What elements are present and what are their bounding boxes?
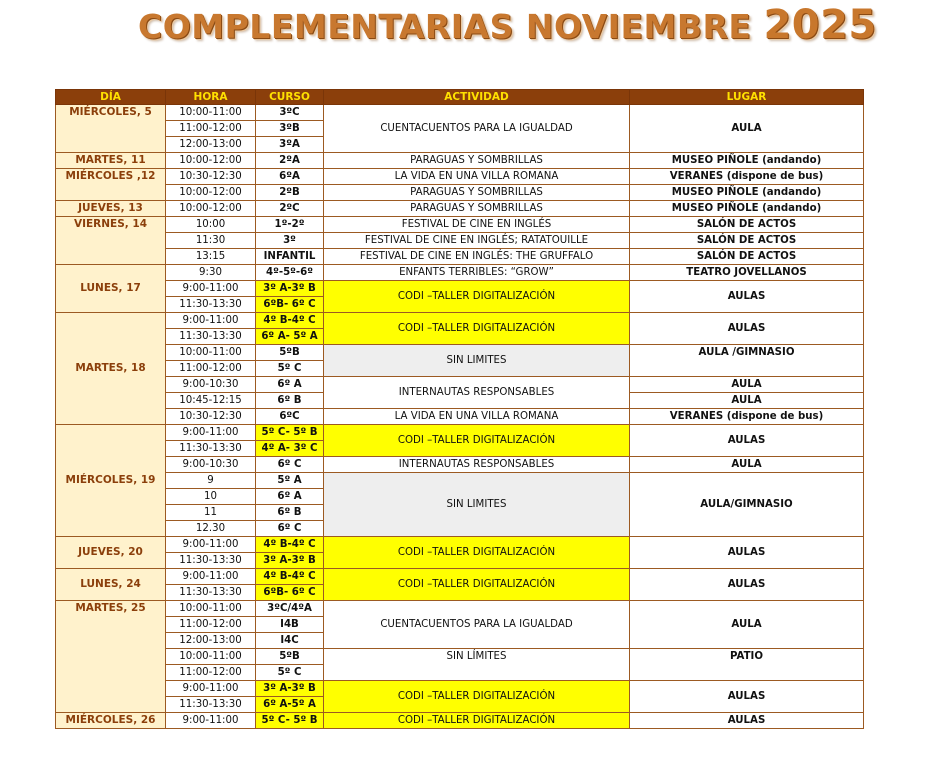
- hora-cell: 11:00-12:00: [166, 121, 256, 137]
- lugar-cell: SALÓN DE ACTOS: [630, 217, 864, 233]
- actividad-cell: LA VIDA EN UNA VILLA ROMANA: [324, 409, 630, 425]
- table-row: [56, 537, 864, 553]
- table-row: [56, 713, 864, 729]
- curso-cell: 6º C: [256, 521, 324, 537]
- actividad-cell: PARAGUAS Y SOMBRILLAS: [324, 153, 630, 169]
- hora-cell: 9:00-11:00: [166, 425, 256, 441]
- hora-cell: 9:00-11:00: [166, 713, 256, 729]
- curso-cell: 6ºB- 6º C: [256, 297, 324, 313]
- curso-cell: I4C: [256, 633, 324, 649]
- hora-cell: 10:00-12:00: [166, 201, 256, 217]
- lugar-cell: AULA/GIMNASIO: [630, 473, 864, 537]
- curso-cell: 6ºB- 6º C: [256, 585, 324, 601]
- hora-cell: 11:30-13:30: [166, 297, 256, 313]
- hora-cell: 10:45-12:15: [166, 393, 256, 409]
- curso-cell: 3ºB: [256, 121, 324, 137]
- hora-cell: 11:00-12:00: [166, 665, 256, 681]
- hora-cell: 10: [166, 489, 256, 505]
- day-cell: LUNES, 17: [56, 265, 166, 313]
- header-lugar: LUGAR: [630, 90, 864, 105]
- curso-cell: 5º C- 5º B: [256, 713, 324, 729]
- hora-cell: 9:00-10:30: [166, 377, 256, 393]
- lugar-cell: MUSEO PIÑOLE (andando): [630, 201, 864, 217]
- hora-cell: 11:30-13:30: [166, 553, 256, 569]
- curso-cell: 5º C: [256, 361, 324, 377]
- lugar-cell: AULAS: [630, 281, 864, 313]
- hora-cell: 10:30-12:30: [166, 169, 256, 185]
- curso-cell: 3ºA: [256, 137, 324, 153]
- table-row: [56, 473, 864, 489]
- day-cell: MIÉRCOLES, 19: [56, 425, 166, 537]
- day-cell: MIÉRCOLES, 5: [56, 105, 166, 153]
- table-row: [56, 169, 864, 185]
- lugar-cell: AULAS: [630, 537, 864, 569]
- table-row: [56, 601, 864, 617]
- table-row: [56, 425, 864, 441]
- hora-cell: 9: [166, 473, 256, 489]
- day-cell: VIERNES, 14: [56, 217, 166, 265]
- curso-cell: 5º A: [256, 473, 324, 489]
- lugar-cell: TEATRO JOVELLANOS: [630, 265, 864, 281]
- hora-cell: 9:00-11:00: [166, 537, 256, 553]
- hora-cell: 9:00-11:00: [166, 313, 256, 329]
- actividad-cell: CUENTACUENTOS PARA LA IGUALDAD: [324, 601, 630, 649]
- curso-cell: 4º-5º-6º: [256, 265, 324, 281]
- lugar-cell: SALÓN DE ACTOS: [630, 233, 864, 249]
- curso-cell: 6º B: [256, 393, 324, 409]
- table-row: [56, 281, 864, 297]
- lugar-cell: AULA: [630, 393, 864, 409]
- day-cell: MARTES, 11: [56, 153, 166, 169]
- hora-cell: 9:00-10:30: [166, 457, 256, 473]
- hora-cell: 9:00-11:00: [166, 681, 256, 697]
- table-row: [56, 153, 864, 169]
- header-actividad: ACTIVIDAD: [324, 90, 630, 105]
- day-cell: JUEVES, 13: [56, 201, 166, 217]
- lugar-cell: AULAS: [630, 569, 864, 601]
- header-curso: CURSO: [256, 90, 324, 105]
- curso-cell: 6º A: [256, 377, 324, 393]
- lugar-cell: AULA: [630, 377, 864, 393]
- actividad-cell: FESTIVAL DE CINE EN INGLÉS: THE GRUFFALO: [324, 249, 630, 265]
- day-cell: MARTES, 25: [56, 601, 166, 713]
- curso-cell: 5ºB: [256, 649, 324, 665]
- lugar-cell: AULA /GIMNASIO: [630, 345, 864, 377]
- hora-cell: 10:00-12:00: [166, 185, 256, 201]
- header-hora: HORA: [166, 90, 256, 105]
- curso-cell: 5º C: [256, 665, 324, 681]
- actividad-cell: CODI –TALLER DIGITALIZACIÓN: [324, 681, 630, 713]
- header-dia: DÍA: [56, 90, 166, 105]
- hora-cell: 10:00-12:00: [166, 153, 256, 169]
- lugar-cell: VERANES (dispone de bus): [630, 169, 864, 185]
- table-row: [56, 649, 864, 665]
- table-row: [56, 265, 864, 281]
- table-row: [56, 569, 864, 585]
- actividad-cell: SIN LÍMITES: [324, 649, 630, 681]
- lugar-cell: PATIO: [630, 649, 864, 681]
- table-row: [56, 201, 864, 217]
- hora-cell: 11:00-12:00: [166, 617, 256, 633]
- actividad-cell: PARAGUAS Y SOMBRILLAS: [324, 185, 630, 201]
- curso-cell: 2ºC: [256, 201, 324, 217]
- hora-cell: 9:00-11:00: [166, 281, 256, 297]
- hora-cell: 12:00-13:00: [166, 633, 256, 649]
- curso-cell: 4º B-4º C: [256, 313, 324, 329]
- curso-cell: 6º B: [256, 505, 324, 521]
- actividad-cell: CODI –TALLER DIGITALIZACIÓN: [324, 425, 630, 457]
- lugar-cell: AULA: [630, 457, 864, 473]
- curso-cell: 4º B-4º C: [256, 537, 324, 553]
- actividad-cell: SIN LIMITES: [324, 473, 630, 537]
- hora-cell: 10:30-12:30: [166, 409, 256, 425]
- actividad-cell: SIN LIMITES: [324, 345, 630, 377]
- curso-cell: I4B: [256, 617, 324, 633]
- curso-cell: 4º B-4º C: [256, 569, 324, 585]
- title-year: 2025: [763, 2, 877, 48]
- hora-cell: 10:00-11:00: [166, 601, 256, 617]
- actividad-cell: CODI –TALLER DIGITALIZACIÓN: [324, 281, 630, 313]
- day-cell: JUEVES, 20: [56, 537, 166, 569]
- curso-cell: 3º A-3º B: [256, 681, 324, 697]
- table-row: [56, 377, 864, 393]
- table-row: [56, 217, 864, 233]
- actividad-cell: FESTIVAL DE CINE EN INGLÉS; RATATOUILLE: [324, 233, 630, 249]
- hora-cell: 11:30: [166, 233, 256, 249]
- table-row: [56, 185, 864, 201]
- curso-cell: INFANTIL: [256, 249, 324, 265]
- curso-cell: 6º A-5º A: [256, 697, 324, 713]
- actividad-cell: FESTIVAL DE CINE EN INGLÉS: [324, 217, 630, 233]
- actividad-cell: CODI –TALLER DIGITALIZACIÓN: [324, 569, 630, 601]
- hora-cell: 10:00: [166, 217, 256, 233]
- lugar-cell: SALÓN DE ACTOS: [630, 249, 864, 265]
- table-row: [56, 233, 864, 249]
- actividad-cell: PARAGUAS Y SOMBRILLAS: [324, 201, 630, 217]
- lugar-cell: AULA: [630, 601, 864, 649]
- curso-cell: 6ºC: [256, 409, 324, 425]
- table-row: [56, 345, 864, 361]
- hora-cell: 10:00-11:00: [166, 345, 256, 361]
- table-row: [56, 105, 864, 121]
- curso-cell: 3ºC/4ºA: [256, 601, 324, 617]
- lugar-cell: AULAS: [630, 681, 864, 713]
- curso-cell: 3ºC: [256, 105, 324, 121]
- actividad-cell: LA VIDA EN UNA VILLA ROMANA: [324, 169, 630, 185]
- day-cell: MIÉRCOLES ,12: [56, 169, 166, 201]
- table-row: [56, 249, 864, 265]
- table-row: [56, 409, 864, 425]
- hora-cell: 11:00-12:00: [166, 361, 256, 377]
- table-row: [56, 457, 864, 473]
- curso-cell: 3º A-3º B: [256, 553, 324, 569]
- actividad-cell: CUENTACUENTOS PARA LA IGUALDAD: [324, 105, 630, 153]
- hora-cell: 13:15: [166, 249, 256, 265]
- lugar-cell: AULAS: [630, 713, 864, 729]
- curso-cell: 2ºA: [256, 153, 324, 169]
- curso-cell: 6ºA: [256, 169, 324, 185]
- page-title: [138, 2, 928, 50]
- day-cell: MARTES, 18: [56, 313, 166, 425]
- curso-cell: 3º: [256, 233, 324, 249]
- hora-cell: 12.30: [166, 521, 256, 537]
- hora-cell: 10:00-11:00: [166, 105, 256, 121]
- table-row: [56, 681, 864, 697]
- lugar-cell: MUSEO PIÑOLE (andando): [630, 185, 864, 201]
- curso-cell: 6º C: [256, 457, 324, 473]
- hora-cell: 10:00-11:00: [166, 649, 256, 665]
- title-main: COMPLEMENTARIAS NOVIEMBRE: [138, 7, 752, 46]
- actividad-cell: CODI –TALLER DIGITALIZACIÓN: [324, 313, 630, 345]
- curso-cell: 1º-2º: [256, 217, 324, 233]
- curso-cell: 2ºB: [256, 185, 324, 201]
- header-row: [56, 90, 864, 105]
- curso-cell: 6º A- 5º A: [256, 329, 324, 345]
- lugar-cell: AULAS: [630, 425, 864, 457]
- curso-cell: 6º A: [256, 489, 324, 505]
- lugar-cell: AULA: [630, 105, 864, 153]
- lugar-cell: AULAS: [630, 313, 864, 345]
- actividad-cell: CODI –TALLER DIGITALIZACIÓN: [324, 713, 630, 729]
- hora-cell: 12:00-13:00: [166, 137, 256, 153]
- actividad-cell: INTERNAUTAS RESPONSABLES: [324, 377, 630, 409]
- hora-cell: 11:30-13:30: [166, 441, 256, 457]
- curso-cell: 5ºB: [256, 345, 324, 361]
- lugar-cell: MUSEO PIÑOLE (andando): [630, 153, 864, 169]
- day-cell: LUNES, 24: [56, 569, 166, 601]
- hora-cell: 9:30: [166, 265, 256, 281]
- actividad-cell: ENFANTS TERRIBLES: “GROW”: [324, 265, 630, 281]
- lugar-cell: VERANES (dispone de bus): [630, 409, 864, 425]
- curso-cell: 5º C- 5º B: [256, 425, 324, 441]
- curso-cell: 4º A- 3º C: [256, 441, 324, 457]
- curso-cell: 3º A-3º B: [256, 281, 324, 297]
- schedule-table: [55, 89, 864, 729]
- day-cell: MIÉRCOLES, 26: [56, 713, 166, 729]
- hora-cell: 11:30-13:30: [166, 697, 256, 713]
- hora-cell: 9:00-11:00: [166, 569, 256, 585]
- actividad-cell: CODI –TALLER DIGITALIZACIÓN: [324, 537, 630, 569]
- hora-cell: 11: [166, 505, 256, 521]
- hora-cell: 11:30-13:30: [166, 329, 256, 345]
- table-row: [56, 313, 864, 329]
- hora-cell: 11:30-13:30: [166, 585, 256, 601]
- actividad-cell: INTERNAUTAS RESPONSABLES: [324, 457, 630, 473]
